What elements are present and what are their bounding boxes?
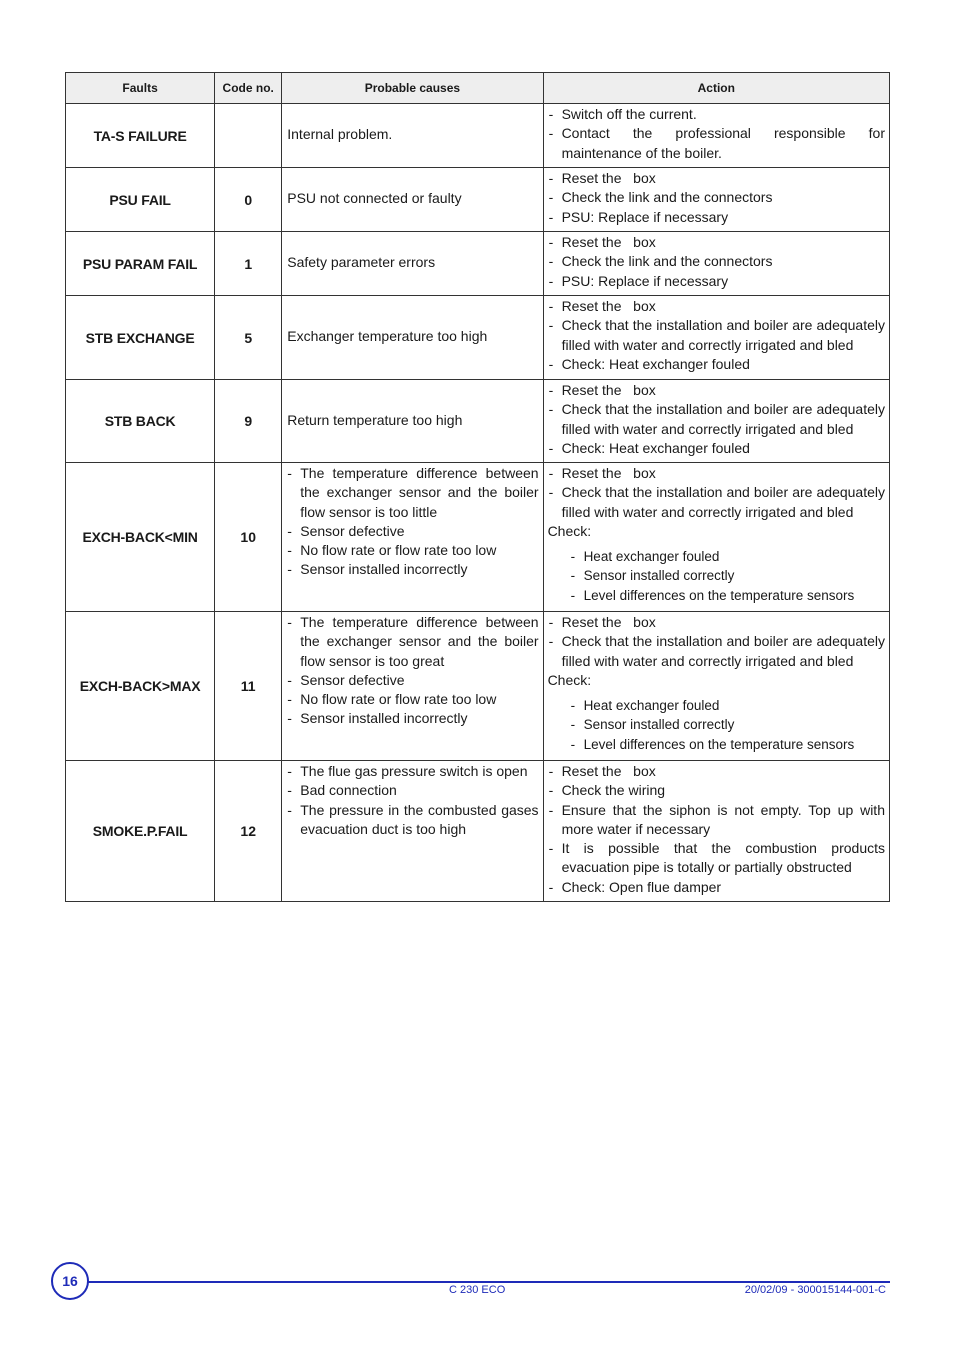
table-row <box>66 463 890 612</box>
cause-text: Exchanger temperature too high <box>287 328 488 345</box>
check-label: Check: <box>547 671 592 688</box>
action-list <box>548 464 889 522</box>
action-item: - Reset the box <box>548 169 885 188</box>
action-cell <box>543 612 889 761</box>
code-cell <box>215 104 282 168</box>
fault-name-cell: STB EXCHANGE <box>66 296 215 380</box>
action-item: - Check that the installation and boiler are adequately filled with water and correctly irrigated and bled <box>548 316 885 355</box>
action-item: - Contact the professional responsible for maintenance of the boiler. <box>548 124 885 163</box>
cause-item: - The temperature difference between the exchanger sensor and the boiler flow sensor is too great <box>286 613 538 671</box>
action-cell <box>543 168 889 232</box>
code-cell: 10 <box>215 463 282 612</box>
cause-item: - Sensor installed incorrectly <box>286 560 538 579</box>
action-item: - Check the link and the connectors <box>548 252 885 271</box>
action-list <box>548 613 889 671</box>
action-list <box>548 762 889 897</box>
check-list <box>548 547 885 605</box>
footer-reference: 20/02/09 - 300015144-001-C <box>744 1284 886 1296</box>
table-header <box>66 73 890 104</box>
code-cell: 0 <box>215 168 282 232</box>
table-body <box>66 104 890 902</box>
cause-cell <box>282 463 543 612</box>
footer-rule <box>86 1281 890 1283</box>
check-item: - Heat exchanger fouled <box>570 696 885 715</box>
action-item: - Check the link and the connectors <box>548 188 885 207</box>
action-item: - Reset the box <box>548 381 885 400</box>
action-item: - Check that the installation and boiler are adequately filled with water and correctly irrigated and bled <box>548 632 885 671</box>
cause-text: Safety parameter errors <box>287 254 436 271</box>
table-row <box>66 380 890 463</box>
check-item: - Sensor installed correctly <box>570 715 885 734</box>
code-cell: 12 <box>215 761 282 902</box>
action-cell <box>543 463 889 612</box>
fault-name-cell: TA-S FAILURE <box>66 104 215 168</box>
action-list <box>548 233 885 291</box>
fault-name-cell: STB BACK <box>66 380 215 463</box>
action-cell <box>543 296 889 380</box>
code-cell: 5 <box>215 296 282 380</box>
action-list <box>548 297 889 374</box>
check-item: - Level differences on the temperature sensors <box>570 586 885 605</box>
table-row <box>66 168 890 232</box>
check-label: Check: <box>547 522 592 539</box>
action-item: - Check that the installation and boiler are adequately filled with water and correctly irrigated and bled <box>548 400 885 439</box>
check-item: - Heat exchanger fouled <box>570 547 885 566</box>
cause-item: - The flue gas pressure switch is open <box>286 762 538 781</box>
action-item: - It is possible that the combustion products evacuation pipe is totally or partially obstructed <box>548 839 885 878</box>
cause-item: - Bad connection <box>286 781 538 800</box>
cause-cell <box>282 168 543 232</box>
table-row <box>66 232 890 296</box>
action-item: - Check: Heat exchanger fouled <box>548 355 885 374</box>
action-item: - Reset the box <box>548 297 885 316</box>
cause-cell <box>282 761 543 902</box>
footer-model: C 230 ECO <box>449 1284 506 1296</box>
action-list <box>548 105 889 163</box>
action-item: - Check the wiring <box>548 781 885 800</box>
cause-item: - No flow rate or flow rate too low <box>286 541 538 560</box>
action-item: - Reset the box <box>548 762 885 781</box>
code-cell: 1 <box>215 232 282 296</box>
action-cell <box>543 104 889 168</box>
cause-text: Internal problem. <box>287 126 393 143</box>
fault-table <box>65 72 890 902</box>
header-action: Action <box>543 73 889 104</box>
table-row <box>66 761 890 902</box>
fault-name-cell: EXCH-BACK<MIN <box>66 463 215 612</box>
action-item: - Switch off the current. <box>548 105 885 124</box>
check-list <box>548 696 885 754</box>
cause-text: Return temperature too high <box>287 411 463 428</box>
code-cell: 9 <box>215 380 282 463</box>
action-item: - PSU: Replace if necessary <box>548 208 885 227</box>
action-list <box>548 381 889 458</box>
cause-cell <box>282 232 543 296</box>
fault-name-cell: SMOKE.P.FAIL <box>66 761 215 902</box>
check-item: - Sensor installed correctly <box>570 566 885 585</box>
action-item: - PSU: Replace if necessary <box>548 272 885 291</box>
action-item: - Check that the installation and boiler are adequately filled with water and correctly irrigated and bled <box>548 483 885 522</box>
action-item: - Check: Open flue damper <box>548 878 885 897</box>
header-code: Code no. <box>215 73 282 104</box>
action-item: - Check: Heat exchanger fouled <box>548 439 885 458</box>
cause-item: - The temperature difference between the exchanger sensor and the boiler flow sensor is too little <box>286 464 538 522</box>
action-cell <box>543 380 889 463</box>
action-item: - Reset the box <box>548 233 885 252</box>
header-row <box>66 73 890 104</box>
action-item: - Reset the box <box>548 613 885 632</box>
cause-list <box>286 762 538 839</box>
fault-name-cell: PSU FAIL <box>66 168 215 232</box>
action-item: - Ensure that the siphon is not empty. Top up with more water if necessary <box>548 801 885 840</box>
action-item: - Reset the box <box>548 464 885 483</box>
fault-name-cell: EXCH-BACK>MAX <box>66 612 215 761</box>
code-cell: 11 <box>215 612 282 761</box>
action-cell <box>543 232 889 296</box>
table-row <box>66 104 890 168</box>
table-row <box>66 612 890 761</box>
cause-cell <box>282 104 543 168</box>
fault-name-cell: PSU PARAM FAIL <box>66 232 215 296</box>
cause-cell <box>282 296 543 380</box>
cause-text: PSU not connected or faulty <box>287 190 462 207</box>
check-item: - Level differences on the temperature sensors <box>570 735 885 754</box>
action-cell <box>543 761 889 902</box>
cause-list <box>286 613 538 729</box>
cause-item: - The pressure in the combusted gases evacuation duct is too high <box>286 801 538 840</box>
cause-item: - Sensor installed incorrectly <box>286 709 538 728</box>
cause-cell <box>282 380 543 463</box>
header-faults: Faults <box>66 73 215 104</box>
table-row <box>66 296 890 380</box>
cause-item: - Sensor defective <box>286 522 538 541</box>
header-causes: Probable causes <box>282 73 543 104</box>
cause-item: - Sensor defective <box>286 671 538 690</box>
action-list <box>548 169 885 227</box>
page-number-badge: 16 <box>51 1262 89 1300</box>
cause-list <box>286 464 538 580</box>
cause-item: - No flow rate or flow rate too low <box>286 690 538 709</box>
cause-cell <box>282 612 543 761</box>
